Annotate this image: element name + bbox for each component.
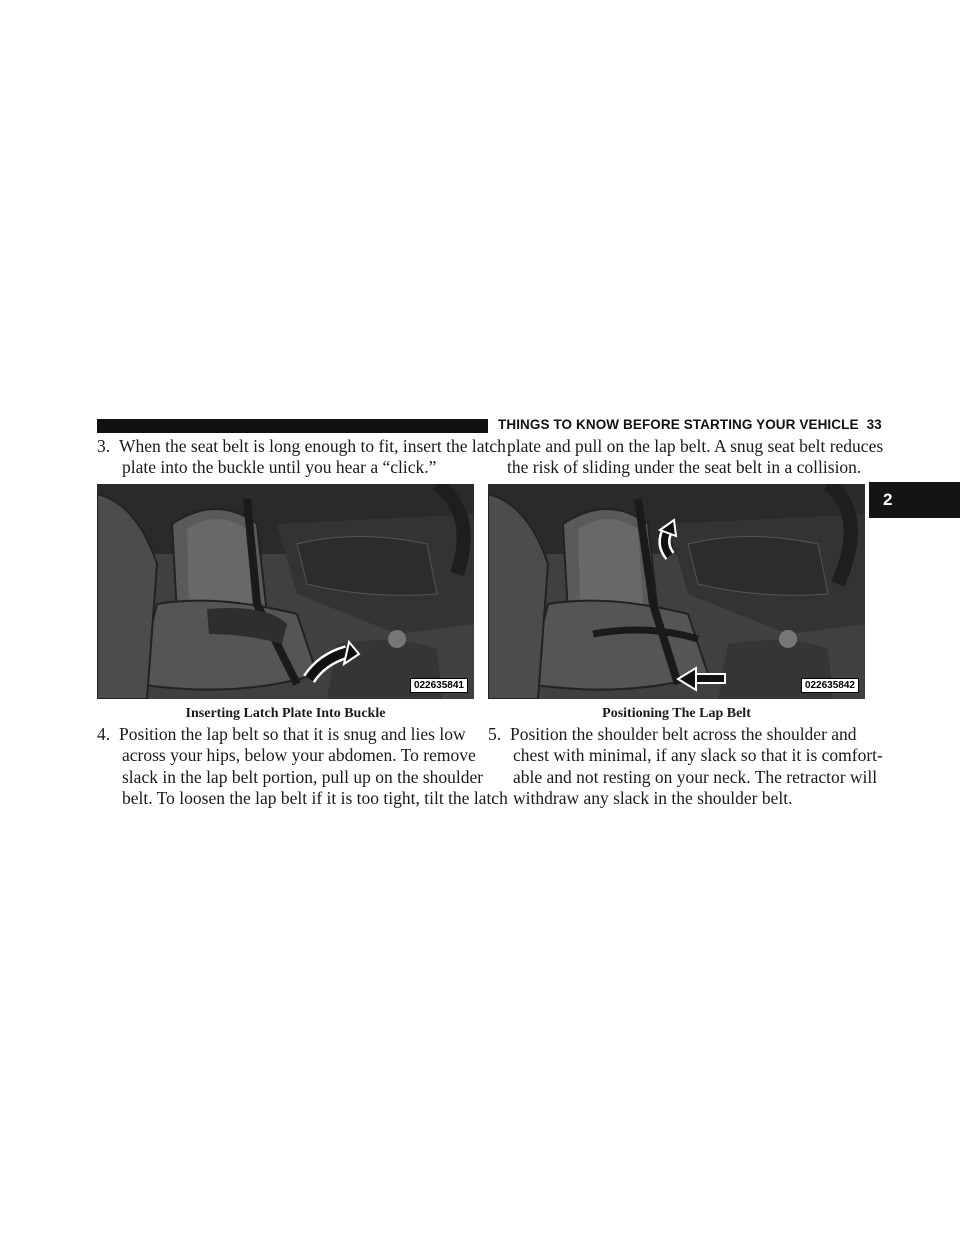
car-seat-illustration bbox=[97, 484, 474, 699]
image-code: 022635841 bbox=[410, 678, 468, 693]
step-4-text bbox=[119, 724, 508, 810]
header-rule bbox=[97, 419, 488, 433]
step-5-line-4: withdraw any slack in the shoulder belt. bbox=[513, 788, 793, 809]
step-5-line-3: able and not resting on your neck. The retractor will bbox=[513, 766, 878, 787]
step-4-line-2: across your hips, below your abdomen. To remove bbox=[122, 745, 476, 766]
running-header bbox=[498, 417, 882, 432]
step-4-line-1: Position the lap belt so that it is snug and lies low bbox=[119, 724, 466, 744]
step-4-cont-line-2: the risk of sliding under the seat belt in a collision. bbox=[507, 457, 862, 478]
chapter-number: 2 bbox=[883, 490, 893, 509]
step-5-text bbox=[510, 724, 883, 810]
step-4-number: 4. bbox=[97, 724, 111, 744]
step-5-line-1: Position the shoulder belt across the shoulder and bbox=[510, 724, 857, 744]
figure-caption-right: Positioning The Lap Belt bbox=[602, 706, 751, 721]
chapter-tab bbox=[869, 482, 960, 518]
step-4-cont-line-1: plate and pull on the lap belt. A snug seat belt reduces bbox=[507, 436, 884, 456]
image-code: 022635842 bbox=[801, 678, 859, 693]
step-4-line-3: slack in the lap belt portion, pull up on the shoulder bbox=[122, 766, 484, 787]
page-number: 33 bbox=[866, 417, 882, 432]
step-3-number: 3. bbox=[97, 436, 111, 456]
step-3-line-1: When the seat belt is long enough to fit, insert the latch bbox=[119, 436, 506, 456]
step-4-continued-text bbox=[507, 436, 884, 479]
step-5-number: 5. bbox=[488, 724, 502, 744]
step-3-line-2: plate into the buckle until you hear a “click.” bbox=[122, 457, 437, 478]
step-4-line-4: belt. To loosen the lap belt if it is too tight, tilt the latch bbox=[122, 788, 508, 809]
figure-inserting-latch-plate bbox=[97, 484, 474, 699]
step-3-text bbox=[119, 436, 506, 479]
car-seat-illustration bbox=[488, 484, 865, 699]
step-5-line-2: chest with minimal, if any slack so that it is comfort- bbox=[513, 745, 883, 766]
figure-caption-left: Inserting Latch Plate Into Buckle bbox=[185, 706, 386, 721]
figure-positioning-lap-belt bbox=[488, 484, 865, 699]
section-title: THINGS TO KNOW BEFORE STARTING YOUR VEHICLE bbox=[498, 417, 859, 432]
